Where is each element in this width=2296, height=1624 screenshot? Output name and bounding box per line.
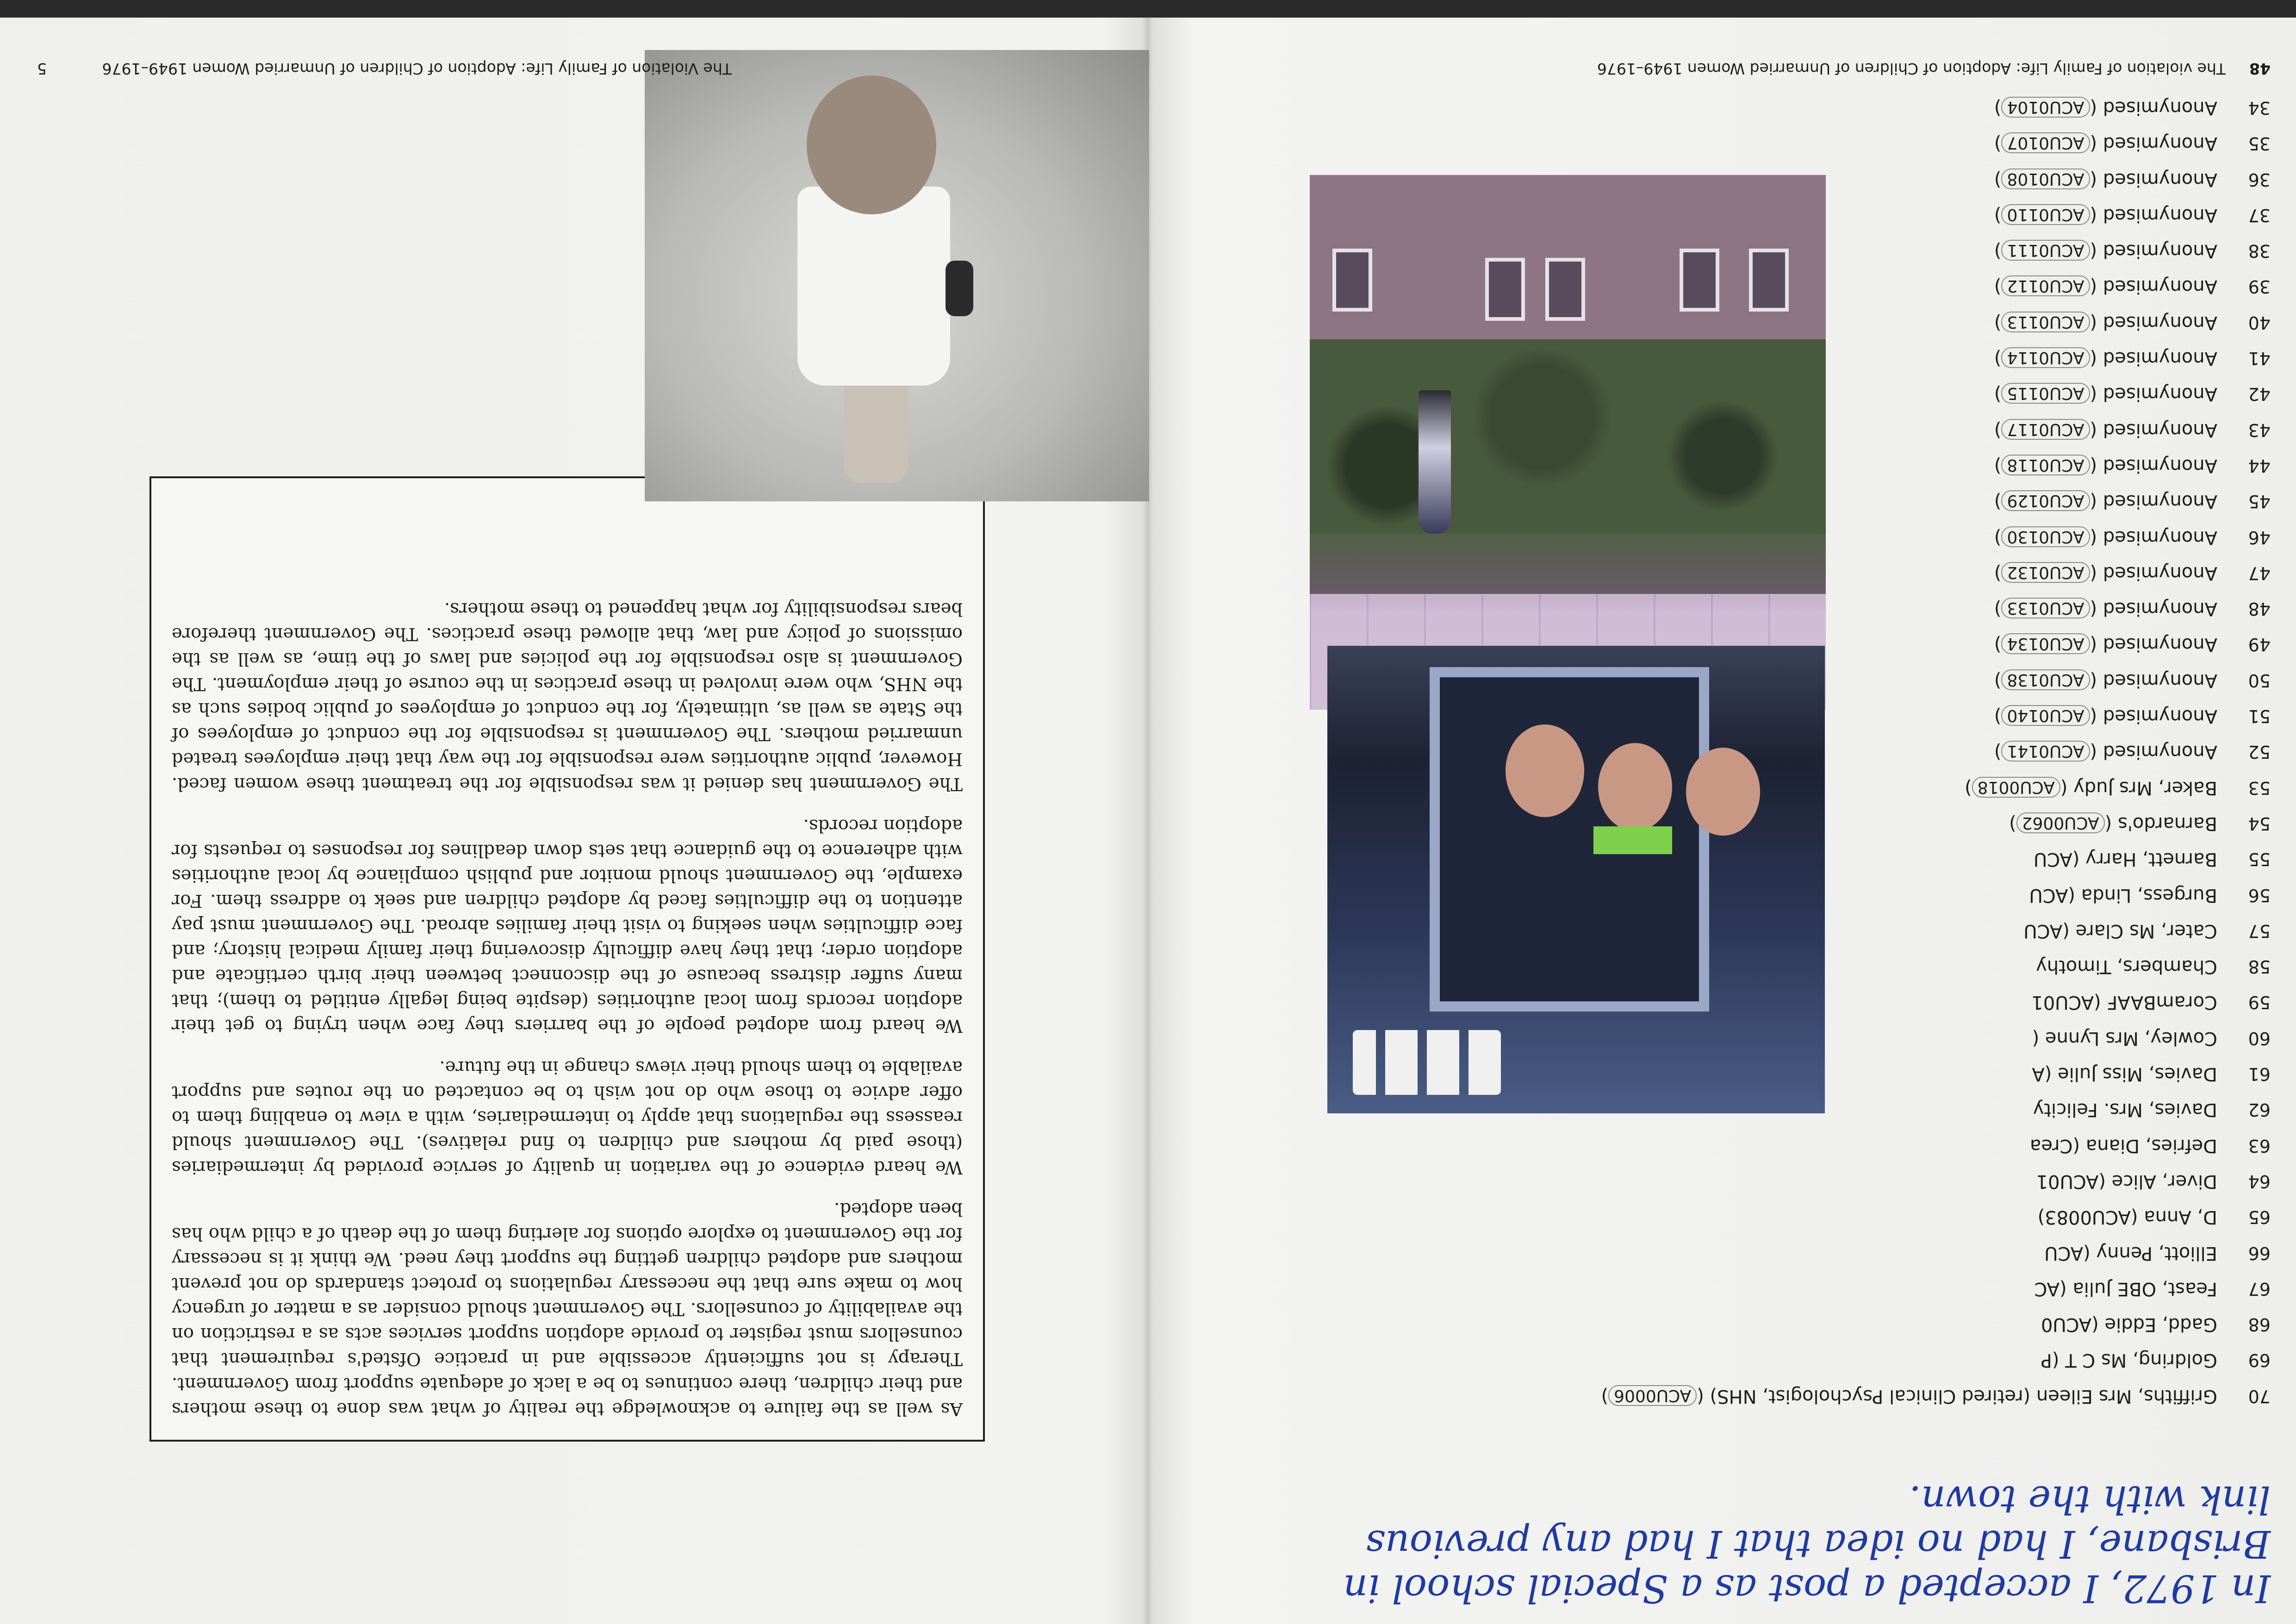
list-item-number: 41 xyxy=(2248,348,2271,369)
reference-code: ACU0108 xyxy=(2001,169,2090,189)
list-item-name xyxy=(2034,1278,2217,1299)
list-item-name: Anonymised (ACU0113) xyxy=(1994,312,2217,333)
list-item-name xyxy=(2036,956,2217,977)
contributor-name: Anonymised xyxy=(2103,276,2217,298)
page-number: 48 xyxy=(2249,60,2271,78)
contributor-name: Anonymised xyxy=(2103,669,2217,691)
list-item-number: 45 xyxy=(2248,491,2271,512)
contributor-name: Anonymised xyxy=(2103,97,2217,119)
reference-code: ACU0110 xyxy=(2001,204,2090,225)
list-item-name: Anonymised (ACU0110) xyxy=(1994,204,2217,226)
list-item-number: 69 xyxy=(2248,1350,2271,1371)
reference-code: ACU0062 xyxy=(2016,812,2105,833)
contributor-name: Anonymised xyxy=(2103,348,2217,369)
list-item-number: 40 xyxy=(2248,312,2271,333)
list-item-number: 51 xyxy=(2248,706,2271,727)
list-item-number: 43 xyxy=(2248,419,2271,440)
list-item-name xyxy=(2034,849,2217,870)
list-item-name xyxy=(2036,1171,2217,1192)
summary-text-box xyxy=(149,476,985,1442)
page-number: 5 xyxy=(37,60,47,78)
contributor-name: Defries, Diana (Crea xyxy=(2029,1135,2217,1156)
list-item-number: 34 xyxy=(2248,98,2271,118)
list-item-name: Anonymised (ACU0115) xyxy=(1994,383,2217,405)
list-item-number: 63 xyxy=(2248,1135,2271,1156)
contributor-name: Griffiths, Mrs Eileen (retired Clinical Psychologist, NHS) xyxy=(1710,1385,2217,1407)
contributor-name: Anonymised xyxy=(2103,526,2217,548)
list-item-number: 58 xyxy=(2248,956,2271,977)
handwritten-note xyxy=(1234,1477,2271,1610)
list-item xyxy=(1391,1344,2271,1377)
handwritten-line: In 1972, I accepted a post as a Special school in xyxy=(1343,1566,2271,1610)
contributor-name: Anonymised xyxy=(2103,491,2217,512)
contributor-name: Anonymised xyxy=(2103,419,2217,441)
list-item-name xyxy=(2044,1243,2217,1264)
list-item xyxy=(1391,127,2271,160)
list-item-name: Anonymised (ACU0130) xyxy=(1994,526,2217,548)
contributor-name: Anonymised xyxy=(2103,204,2217,226)
contributor-name: Anonymised xyxy=(2103,312,2217,333)
page-footer-left xyxy=(1597,60,2271,78)
list-item-name: Barnardo's (ACU0062) xyxy=(2009,813,2217,834)
list-item-name: Anonymised (ACU0111) xyxy=(1994,240,2217,262)
list-item-name: Anonymised (ACU0117) xyxy=(1994,419,2217,441)
list-item-number: 56 xyxy=(2248,885,2271,906)
list-item xyxy=(1391,1308,2271,1341)
list-item-number: 44 xyxy=(2248,456,2271,476)
handwritten-line: Brisbane, I had no idea that I had any previous xyxy=(1365,1522,2271,1566)
photo-child xyxy=(645,50,1149,501)
list-item-number: 53 xyxy=(2248,777,2271,798)
reference-code: ACU0113 xyxy=(2001,312,2090,332)
list-item-number: 70 xyxy=(2248,1386,2271,1406)
contributor-name: Barnett, Harry (ACU xyxy=(2033,849,2217,870)
contributor-name: Elliott, Penny (ACU xyxy=(2044,1242,2217,1264)
list-item-name: Anonymised (ACU0107) xyxy=(1994,133,2217,155)
contributor-name: Anonymised xyxy=(2103,741,2217,763)
list-item-number: 55 xyxy=(2248,849,2271,870)
paragraph: We heard from adopted people of the barriers they face when trying to get their adoption records from local authorities (despite being legally entitled to them); that many suffer distress because of the disconnect between their birth certificate and adoption order; that they have difficulty discovering their family medical history; and face difficulties when seeking to visit their families abroad. The Government must pay attention to the difficulties faced by adopted children and seek to address them. For example, the Government should monitor and publish compliance by local authorities with adherence to the guidance that sets down deadlines for responses to requests for adoption records. xyxy=(172,815,963,1036)
list-item xyxy=(1391,1380,2271,1412)
list-item-name: Anonymised (ACU0133) xyxy=(1994,598,2217,620)
contributor-name: Feast, OBE Julia (AC xyxy=(2034,1278,2217,1299)
contributor-name: Anonymised xyxy=(2103,634,2217,656)
list-item-number: 66 xyxy=(2248,1243,2271,1263)
footer-title: The Violation of Family Life: Adoption of Children of Unmarried Women 1949–1976 xyxy=(102,60,732,78)
list-item-name: Anonymised (ACU0138) xyxy=(1994,669,2217,691)
reference-code: ACU0141 xyxy=(2001,741,2090,762)
list-item-name: Anonymised (ACU0112) xyxy=(1994,276,2217,298)
list-item xyxy=(1391,1130,2271,1162)
list-item-name: Anonymised (ACU0118) xyxy=(1994,455,2217,476)
reference-code: ACU0104 xyxy=(2001,97,2090,118)
list-item-number: 37 xyxy=(2248,205,2271,225)
list-item-number: 46 xyxy=(2248,527,2271,548)
reference-code: ACU0138 xyxy=(2001,669,2090,690)
contributor-name: Anonymised xyxy=(2103,598,2217,620)
paragraph: The Government has denied it was responsible for the treatment these women faced. However, public authorities were responsible for the way that their employees treated unmarried mothers. The Government is responsible for the conduct of employees of the State as well as, ultimately, for the conduct of employees of public bodies such as the NHS, who were involved in these practices in the course of their employment. The Government is also responsible for the policies and laws of the time, as well as the omissions of policy and law, that allowed these practices. The Government therefore bears responsibility for what happened to these mothers. xyxy=(172,599,963,794)
list-item-name: Anonymised (ACU0141) xyxy=(1994,741,2217,763)
contributor-name: Barnardo's xyxy=(2118,813,2217,834)
contributor-name: CoramBAAF (ACU01 xyxy=(2031,992,2217,1013)
list-item-name: Anonymised (ACU0114) xyxy=(1994,348,2217,369)
contributor-name: Anonymised xyxy=(2103,562,2217,584)
contributor-name: Chambers, Timothy xyxy=(2036,956,2217,978)
list-item-number: 38 xyxy=(2248,241,2271,262)
contributor-name: Anonymised xyxy=(2103,169,2217,190)
contributor-name: D, Anna (ACU0083) xyxy=(2037,1206,2217,1228)
list-item xyxy=(1391,92,2271,124)
reference-code: ACU0112 xyxy=(2001,276,2090,297)
reference-code: ACU0134 xyxy=(2001,634,2090,655)
reference-code: ACU0132 xyxy=(2001,562,2090,583)
list-item-number: 54 xyxy=(2248,813,2271,834)
list-item-name: Baker, Mrs Judy (ACU0018) xyxy=(1965,777,2217,799)
scanner-edge xyxy=(0,0,2296,18)
list-item xyxy=(1391,1201,2271,1233)
list-item-name xyxy=(2041,1350,2217,1371)
contributor-name: Davies, Mrs. Felicity xyxy=(2033,1099,2217,1121)
list-item-number: 48 xyxy=(2248,599,2271,619)
reference-code: ACU0111 xyxy=(2001,240,2090,261)
list-item-number: 59 xyxy=(2248,992,2271,1013)
list-item-number: 62 xyxy=(2248,1099,2271,1120)
contributor-name: Gadd, Eddie (ACU0 xyxy=(2041,1314,2217,1336)
reference-code: ACU0018 xyxy=(1972,777,2060,798)
footer-title: The violation of Family Life: Adoption of Children of Unmarried Women 1949–1976 xyxy=(1597,60,2226,78)
reference-code: ACU0129 xyxy=(2001,490,2090,511)
reference-code: ACU0140 xyxy=(2001,705,2090,726)
list-item-name xyxy=(2032,1028,2217,1049)
contributor-name: Goldring, Ms C T (P xyxy=(2041,1349,2217,1371)
contributor-name: Anonymised xyxy=(2103,240,2217,262)
photo-building-interior xyxy=(1310,175,1826,710)
reference-code: ACU0133 xyxy=(2001,598,2090,618)
list-item-number: 68 xyxy=(2248,1314,2271,1335)
photo-group-of-women xyxy=(1327,646,1825,1113)
contributor-name: Burgess, Linda (ACU xyxy=(2029,884,2217,906)
list-item-name: Anonymised (ACU0129) xyxy=(1994,491,2217,512)
contributor-name: Diver, Alice (ACU01 xyxy=(2036,1171,2217,1192)
contributor-name: Cater, Ms Clare (ACU xyxy=(2023,920,2217,942)
list-item-number: 60 xyxy=(2248,1028,2271,1049)
reference-code: ACU0115 xyxy=(2001,383,2090,404)
contributor-name: Anonymised xyxy=(2103,383,2217,405)
list-item-number: 39 xyxy=(2248,276,2271,297)
list-item-name xyxy=(2031,992,2217,1013)
page-footer-right xyxy=(33,60,732,78)
contributor-name: Davies, Miss Julie (A xyxy=(2032,1063,2217,1085)
list-item-number: 57 xyxy=(2248,920,2271,941)
list-item-number: 47 xyxy=(2248,562,2271,583)
contributor-name: Anonymised xyxy=(2103,455,2217,476)
list-item-name: Griffiths, Mrs Eileen (retired Clinical Psychologist, NHS) (ACU0006) xyxy=(1601,1385,2217,1407)
list-item-name: Anonymised (ACU0132) xyxy=(1994,562,2217,584)
contributor-name: Cowley, Mrs Lynne ( xyxy=(2032,1027,2217,1049)
list-item-name: Anonymised (ACU0104) xyxy=(1994,97,2217,119)
reference-code: ACU0107 xyxy=(2001,132,2090,153)
paragraph: As well as the failure to acknowledge the reality of what was done to these mothers and their children, there continues to be a lack of adequate support from Government. Therapy is not sufficiently accessible and in practice Ofsted's requirement that counsellors must register to provide adoption support services acts as a restriction on the availability of counsellors. The Government should consider as a matter of urgency how to make sure that the necessary regulations to protect standards do not prevent mothers and adopted children getting the support they need. We think it is necessary for the Government to explore options for alerting them of the death of a child who has been adopted. xyxy=(172,1199,963,1419)
reference-code: ACU0130 xyxy=(2001,526,2090,547)
list-item xyxy=(1391,1237,2271,1269)
list-item-number: 67 xyxy=(2248,1278,2271,1299)
list-item-number: 65 xyxy=(2248,1207,2271,1228)
list-item-number: 64 xyxy=(2248,1171,2271,1192)
list-item xyxy=(1391,1273,2271,1305)
list-item-name xyxy=(2033,1099,2217,1120)
list-item-number: 42 xyxy=(2248,384,2271,405)
list-item-name: Anonymised (ACU0108) xyxy=(1994,169,2217,190)
reference-code: ACU0006 xyxy=(1608,1385,1697,1406)
list-item-number: 36 xyxy=(2248,169,2271,190)
list-item-number: 50 xyxy=(2248,670,2271,691)
list-item-number: 61 xyxy=(2248,1064,2271,1085)
list-item-name: Anonymised (ACU0140) xyxy=(1994,706,2217,727)
reference-code: ACU0114 xyxy=(2001,347,2090,368)
list-item-name xyxy=(2038,1206,2217,1228)
handwritten-line: link with the town. xyxy=(1909,1477,2271,1521)
list-item-name xyxy=(2032,1063,2217,1085)
contributor-name: Anonymised xyxy=(2103,133,2217,155)
list-item-name: Anonymised (ACU0134) xyxy=(1994,634,2217,656)
list-item xyxy=(1391,1165,2271,1198)
reference-code: ACU0118 xyxy=(2001,455,2090,475)
list-item-number: 35 xyxy=(2248,133,2271,154)
contributor-name: Anonymised xyxy=(2103,706,2217,727)
list-item-number: 52 xyxy=(2248,742,2271,762)
list-item-number: 49 xyxy=(2248,634,2271,655)
list-item-name xyxy=(2041,1314,2217,1335)
list-item-name xyxy=(2030,1135,2217,1156)
paragraph: We heard evidence of the variation in quality of service provided by intermediaries (those paid by mothers and children to find relatives). The Government should reassess the regulations that apply to intermediaries, with a view to enabling them to offer advice to those who do not wish to be contacted on the routes and support available to them should their views change in the future. xyxy=(172,1057,963,1178)
list-item-name xyxy=(2029,885,2217,906)
reference-code: ACU0117 xyxy=(2001,419,2090,440)
list-item-name xyxy=(2023,920,2217,942)
contributor-name: Baker, Mrs Judy xyxy=(2073,777,2217,799)
